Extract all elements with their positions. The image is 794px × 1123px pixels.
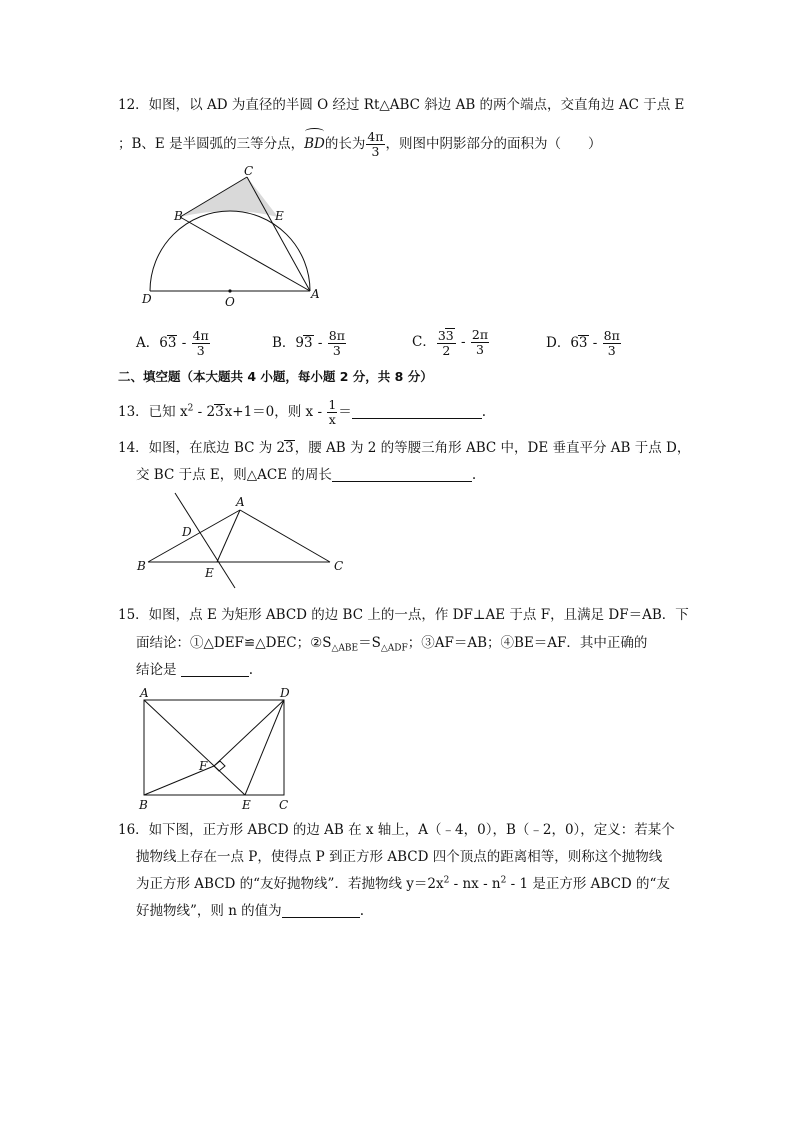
q15-label-C: C (279, 798, 289, 812)
q16-line2: 抛物线上存在一点 P，使得点 P 到正方形 ABCD 四个顶点的距离相等，则称这个抛物线 (136, 849, 663, 865)
q15-label-E: E (242, 798, 251, 812)
q12-line1: 12．如图，以 AD 为直径的半圆 O 经过 Rt△ABC 斜边 AB 的两个端点，交直角边 AC 于点 E (118, 97, 685, 113)
q14-label-E: E (205, 566, 214, 580)
q14-label-B: B (137, 559, 146, 573)
q14-label-C: C (334, 559, 344, 573)
q15-answer-blank[interactable] (181, 661, 249, 677)
q13-answer-blank[interactable] (352, 403, 482, 419)
q12-option-a: A．63 - $\frac{4\pi}{3}$ (136, 328, 209, 358)
q12-figure (130, 165, 330, 310)
q14-answer-blank[interactable] (332, 466, 472, 482)
q15-figure (132, 684, 302, 814)
q14-figure (130, 490, 355, 590)
label-E: E (275, 209, 284, 223)
q15-label-B: B (139, 798, 148, 812)
section-2-heading: 二、填空题（本大题共 4 小题，每小题 2 分，共 8 分） (118, 369, 433, 384)
label-O: O (225, 295, 235, 309)
q12-option-b: B．93 - $\frac{8\pi}{3}$ (272, 328, 345, 358)
label-C: C (244, 165, 254, 178)
label-A: A (311, 287, 320, 301)
q15-label-F: F (199, 759, 208, 773)
q15-line3: 结论是 . (136, 662, 254, 678)
q16-line1: 16．如下图，正方形 ABCD 的边 AB 在 x 轴上，A（﹣4，0），B（﹣2，0），定义：若某个 (118, 822, 675, 838)
q15-line1: 15．如图，点 E 为矩形 ABCD 的边 BC 上的一点，作 DF⊥AE 于点 F，且满足 DF＝AB．下 (118, 607, 689, 623)
q12-fraction: $\frac{4\pi}{3}$ (367, 129, 384, 159)
q15-label-D: D (280, 686, 290, 700)
q15-label-A: A (140, 686, 149, 700)
q16-answer-blank[interactable] (282, 902, 360, 918)
q13: 13．已知 $x^2 - 23x+1=0$，则 x - $\frac{1}{x}$ ＝ . (118, 397, 487, 427)
q14-line2: 交 BC 于点 E，则△ACE 的周长 . (136, 467, 477, 483)
q16-line4: 好抛物线”，则 n 的值为 . (136, 903, 364, 919)
label-B: B (174, 209, 183, 223)
label-D: D (142, 292, 152, 306)
q14-label-A: A (236, 495, 245, 509)
q12-line2: ；B、E 是半圆弧的三等分点，BD的长为 $\frac{4\pi}{3}$ ，则图中阴影部分的面积为（ ） (118, 129, 602, 159)
q12-option-c: C． $\frac{33}{2}$ - $\frac{2\pi}{3}$ (412, 327, 489, 358)
q14-line1: 14．如图，在底边 BC 为 23，腰 AB 为 2 的等腰三角形 ABC 中，DE 垂直平分 AB 于点 D， (118, 440, 691, 456)
q15-line2: 面结论：①△DEF≌△DEC；$②S_{\triangle ABE}=S_{\triangle ADF}$；③AF＝AB；④BE＝AF．其中正确的 (136, 635, 648, 654)
arc-bd-label: BD (304, 132, 325, 156)
q16-line3: 为正方形 ABCD 的“友好抛物线”．若抛物线 $y=2x^2$ - nx - $n^2 - 1$ 是正方形 ABCD 的“友 (136, 875, 670, 892)
q12-option-d: D．63 - $\frac{8\pi}{3}$ (546, 328, 620, 358)
q14-label-D: D (182, 525, 192, 539)
